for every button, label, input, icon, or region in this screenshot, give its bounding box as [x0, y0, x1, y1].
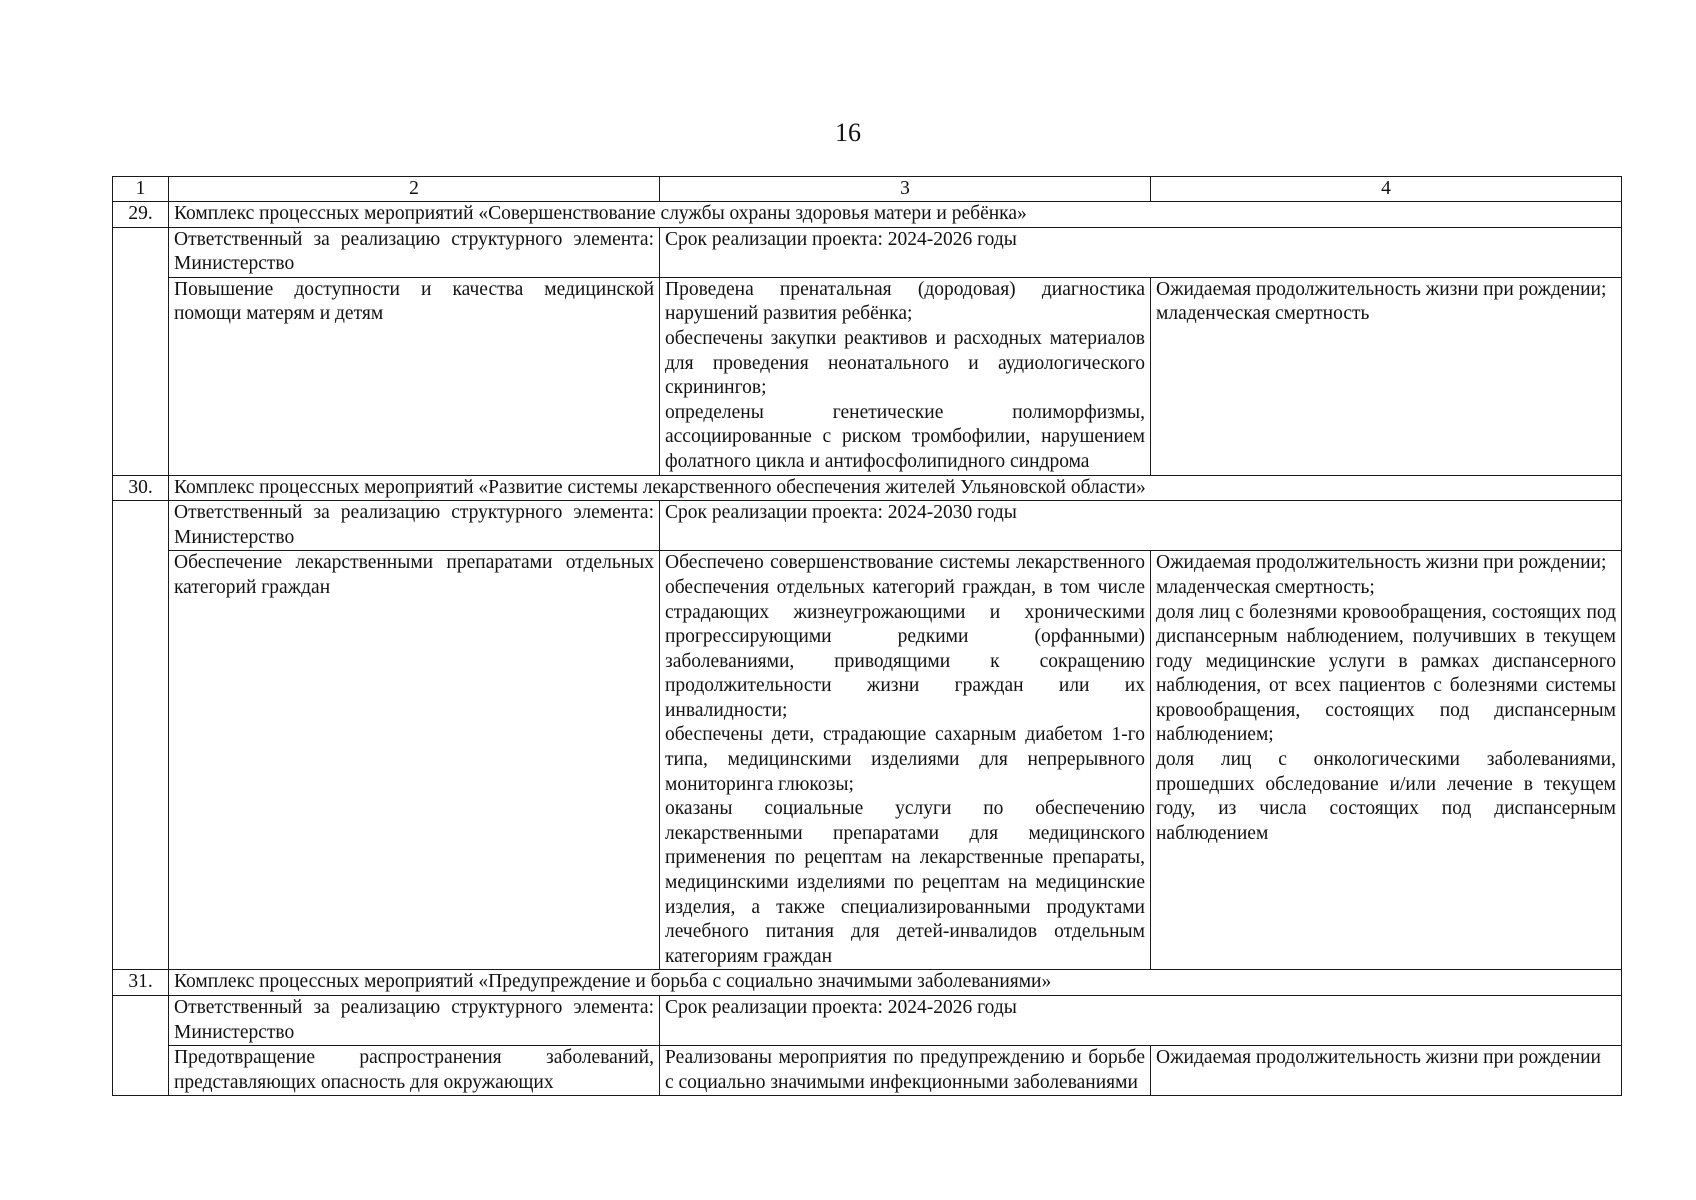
- cell-paragraph: Обеспечено совершенствование системы лекарственного обеспечения отдельных категорий граждан, в том числе страдающих жизнеугрожающими и хроническими прогрессирующими редкими (орфанными) заболеваниями, приводящими к сокращению продолжительности жизни граждан или их инвалидности;: [665, 552, 1150, 721]
- responsible-cell: Ответственный за реализацию структурного элемента: Министерство: [169, 501, 660, 551]
- section-title: Комплекс процессных мероприятий «Предупреждение и борьба с социально значимыми заболеваниями»: [169, 970, 1622, 996]
- task-cell: Обеспечение лекарственными препаратами отдельных категорий граждан: [169, 551, 660, 970]
- indicators-cell: [1151, 1046, 1622, 1096]
- responsible-cell: Ответственный за реализацию структурного элемента: Министерство: [169, 996, 660, 1046]
- results-cell: [660, 551, 1151, 970]
- section-responsible-row: [113, 996, 1622, 1046]
- indicators-cell: [1151, 277, 1622, 475]
- cell-paragraph: обеспечены закупки реактивов и расходных материалов для проведения неонатального и аудиологического скринингов;: [665, 327, 1150, 399]
- section-title-row: [113, 475, 1622, 501]
- cell-paragraph: Ожидаемая продолжительность жизни при рождении: [1156, 1047, 1601, 1069]
- cell-paragraph: доля лиц с болезнями кровообращения, состоящих под диспансерным наблюдением, получивших в текущем году медицинские услуги в рамках диспансерного наблюдения, от всех пациентов с болезнями системы кровообращения, состоящих под диспансерным наблюдением;: [1156, 601, 1621, 746]
- cell-paragraph: определены генетические полиморфизмы, ассоциированные с риском тромбофилии, нарушением фолатного цикла и антифосфолипидного синдрома: [665, 401, 1150, 472]
- cell-paragraph: доля лиц с онкологическими заболеваниями, прошедших обследование и/или лечение в текущем году, из числа состоящих под диспансерным наблюдением: [1156, 749, 1621, 844]
- term-cell: Срок реализации проекта: 2024-2026 годы: [660, 227, 1622, 277]
- section-content-row: [113, 277, 1622, 475]
- cell-paragraph: младенческая смертность: [1156, 303, 1370, 325]
- header-col-3: 3: [660, 177, 1151, 202]
- task-cell: Повышение доступности и качества медицинской помощи матерям и детям: [169, 277, 660, 475]
- indicators-cell: [1151, 551, 1622, 970]
- section-content-row: [113, 1046, 1622, 1096]
- section-number-spacer: [113, 227, 169, 475]
- cell-paragraph: Проведена пренатальная (дородовая) диагностика нарушений развития ребёнка;: [665, 278, 1150, 325]
- header-row: [113, 177, 1622, 202]
- term-cell: Срок реализации проекта: 2024-2030 годы: [660, 501, 1622, 551]
- section-title-row: [113, 970, 1622, 996]
- section-title: Комплекс процессных мероприятий «Развитие системы лекарственного обеспечения жителей Ульяновской области»: [169, 475, 1622, 501]
- cell-paragraph: Реализованы мероприятия по предупреждению и борьбе с социально значимыми инфекционными заболеваниями: [665, 1047, 1150, 1093]
- section-content-row: [113, 551, 1622, 970]
- header-col-2: 2: [169, 177, 660, 202]
- section-number: 31.: [113, 970, 169, 996]
- cell-paragraph: младенческая смертность;: [1156, 576, 1375, 598]
- section-responsible-row: [113, 227, 1622, 277]
- section-responsible-row: [113, 501, 1622, 551]
- section-number-spacer: [113, 501, 169, 970]
- task-cell: Предотвращение распространения заболеваний, представляющих опасность для окружающих: [169, 1046, 660, 1096]
- cell-paragraph: обеспечены дети, страдающие сахарным диабетом 1-го типа, медицинскими изделиями для непрерывного мониторинга глюкозы;: [665, 724, 1150, 795]
- section-number: 29.: [113, 202, 169, 228]
- section-title-row: [113, 202, 1622, 228]
- section-title: Комплекс процессных мероприятий «Совершенствование службы охраны здоровья матери и ребёнка»: [169, 202, 1622, 228]
- program-table: [112, 176, 1622, 1096]
- responsible-cell: Ответственный за реализацию структурного элемента: Министерство: [169, 227, 660, 277]
- header-col-4: 4: [1151, 177, 1622, 202]
- page-number: 16: [835, 118, 861, 147]
- cell-paragraph: оказаны социальные услуги по обеспечению лекарственными препаратами для медицинского применения по рецептам на лекарственные препараты, медицинскими изделиями по рецептам на медицинские изделия, а также специализированными продуктами лечебного питания для детей-инвалидов отдельным категориям граждан: [665, 798, 1150, 967]
- term-cell: Срок реализации проекта: 2024-2026 годы: [660, 996, 1622, 1046]
- cell-paragraph: Ожидаемая продолжительность жизни при рождении;: [1156, 278, 1607, 300]
- section-number: 30.: [113, 475, 169, 501]
- results-cell: [660, 1046, 1151, 1096]
- cell-paragraph: Ожидаемая продолжительность жизни при рождении;: [1156, 552, 1607, 574]
- header-col-1: 1: [113, 177, 169, 202]
- section-number-spacer: [113, 996, 169, 1096]
- results-cell: [660, 277, 1151, 475]
